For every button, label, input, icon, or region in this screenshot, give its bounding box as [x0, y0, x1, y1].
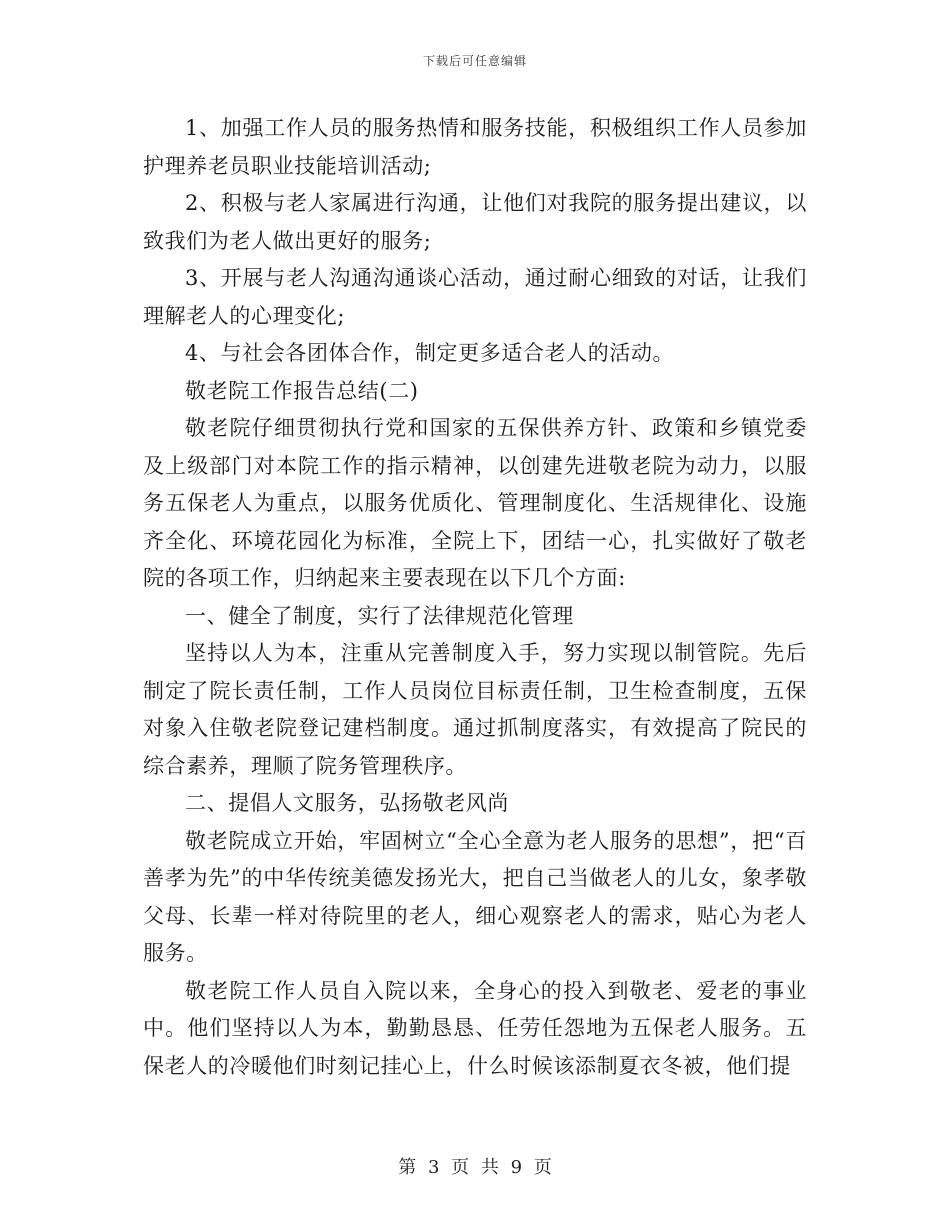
section-2-paragraph-1: 敬老院成立开始，牢固树立“全心全意为老人服务的思想”，把“百善孝为先”的中华传统美德发扬光大，把自己当做老人的儿女，象孝敬父母、长辈一样对待院里的老人，细心观察老人的需求，贴心为老人服务。	[143, 828, 807, 965]
section-heading-2: 二、提倡人文服务，弘扬敬老风尚	[185, 791, 509, 815]
section-1-paragraph: 坚持以人为本，注重从完善制度入手，努力实现以制管院。先后制定了院长责任制，工作人员岗位目标责任制，卫生检查制度，五保对象入住敬老院登记建档制度。通过抓制度落实，有效提高了院民的综合素养，理顺了院务管理秩序。	[143, 641, 807, 778]
page-header-note: 下载后可任意编辑	[422, 54, 527, 68]
section-heading-1: 一、健全了制度，实行了法律规范化管理	[185, 603, 574, 628]
paragraph-item-1: 1、加强工作人员的服务热情和服务技能，积极组织工作人员参加护理养老员职业技能培训活动;	[143, 116, 807, 178]
document-body	[143, 110, 807, 1085]
paragraph-item-3: 3、开展与老人沟通沟通谈心活动，通过耐心细致的对话，让我们理解老人的心理变化;	[143, 266, 807, 328]
paragraph-item-2: 2、积极与老人家属进行沟通，让他们对我院的服务提出建议，以致我们为老人做出更好的服务;	[143, 191, 807, 253]
page-number: 第 3 页 共 9 页	[398, 1157, 552, 1178]
section-title: 敬老院工作报告总结(二)	[185, 378, 419, 403]
intro-paragraph: 敬老院仔细贯彻执行党和国家的五保供养方针、政策和乡镇党委及上级部门对本院工作的指示精神，以创建先进敬老院为动力，以服务五保老人为重点，以服务优质化、管理制度化、生活规律化、设施齐全化、环境花园化为标准，全院上下，团结一心，扎实做好了敬老院的各项工作，归纳起来主要表现在以下几个方面:	[143, 416, 807, 590]
section-2-paragraph-2: 敬老院工作人员自入院以来，全身心的投入到敬老、爱老的事业中。他们坚持以人为本，勤勤恳恳、任劳任怨地为五保老人服务。五保老人的冷暖他们时刻记挂心上，什么时候该添制夏衣冬被，他们提	[143, 978, 807, 1078]
paragraph-item-4: 4、与社会各团体合作，制定更多适合老人的活动。	[185, 341, 675, 365]
